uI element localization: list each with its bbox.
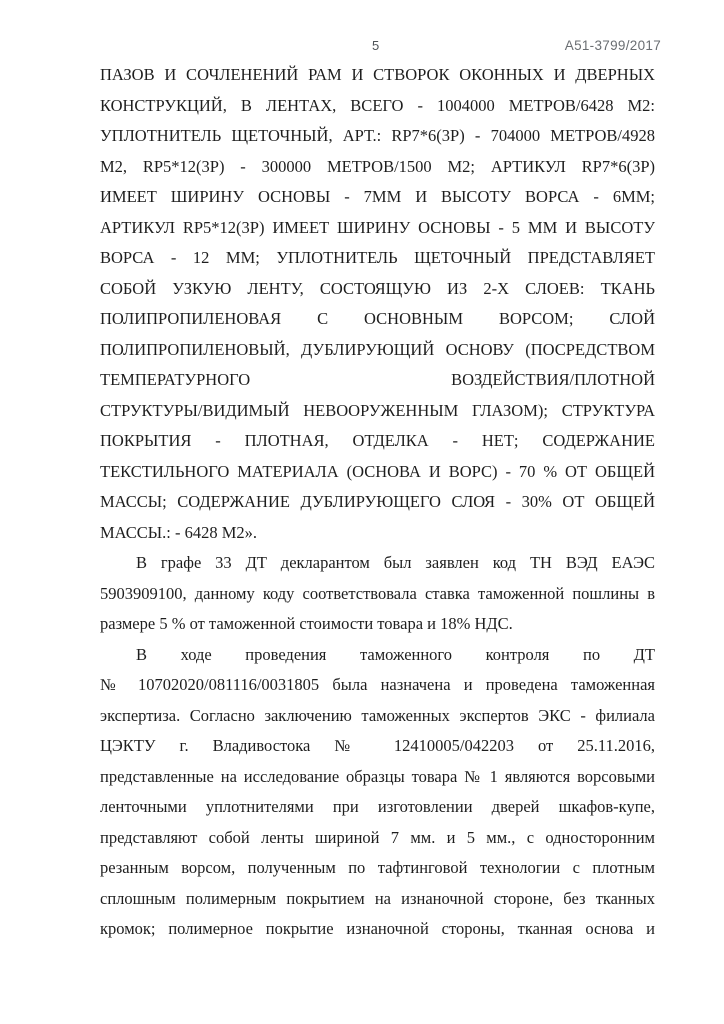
text-line: В ходе проведения таможенного контроля по ДТ [136, 644, 655, 664]
page-number: 5 [372, 38, 380, 53]
text-line: М2, RP5*12(3Р) - 300000 МЕТРОВ/1500 М2; АРТИКУЛ RP7*6(3Р) [100, 156, 655, 176]
text-line: ИМЕЕТ ШИРИНУ ОСНОВЫ - 7ММ И ВЫСОТУ ВОРСА - 6ММ; [100, 187, 655, 206]
text-line: СОБОЙ УЗКУЮ ЛЕНТУ, СОСТОЯЩУЮ ИЗ 2-Х СЛОЕВ: ТКАНЬ [100, 278, 655, 298]
paragraph-customs-expertise [100, 640, 655, 945]
text-line: представленные на исследование образцы товара № 1 являются ворсовыми [100, 766, 655, 786]
text-line: резанным ворсом, полученным по тафтинговой технологии с плотным [100, 858, 655, 877]
text-line: ПОКРЫТИЯ - ПЛОТНАЯ, ОТДЕЛКА - НЕТ; СОДЕРЖАНИЕ [100, 431, 655, 450]
text-line: МАССЫ; СОДЕРЖАНИЕ ДУБЛИРУЮЩЕГО СЛОЯ - 30% ОТ ОБЩЕЙ [100, 492, 655, 511]
text-line: КОНСТРУКЦИЙ, В ЛЕНТАХ, ВСЕГО - 1004000 МЕТРОВ/6428 М2: [100, 95, 655, 115]
text-line: ТЕМПЕРАТУРНОГО ВОЗДЕЙСТВИЯ/ПЛОТНОЙ [100, 370, 655, 389]
paragraph-customs-code-declaration [100, 548, 655, 640]
document-body [100, 60, 655, 945]
case-number: А51-3799/2017 [564, 38, 661, 53]
page-header [0, 38, 724, 56]
text-line: представляют собой ленты шириной 7 мм. и 5 мм., с односторонним [100, 827, 655, 847]
text-line: экспертиза. Согласно заключению таможенных экспертов ЭКС - филиала [100, 705, 655, 725]
text-line: АРТИКУЛ RP5*12(3Р) ИМЕЕТ ШИРИНУ ОСНОВЫ - 5 ММ И ВЫСОТУ [100, 217, 655, 237]
text-line: В графе 33 ДТ декларантом был заявлен код ТН ВЭД ЕАЭС [136, 553, 655, 572]
text-line: № 10702020/081116/0031805 была назначена и проведена таможенная [100, 675, 655, 694]
text-line: кромок; полимерное покрытие изнаночной стороны, тканная основа и [100, 919, 655, 938]
text-line: СТРУКТУРЫ/ВИДИМЫЙ НЕВООРУЖЕННЫМ ГЛАЗОМ); СТРУКТУРА [100, 400, 655, 420]
text-line: ПАЗОВ И СОЧЛЕНЕНИЙ РАМ И СТВОРОК ОКОННЫХ И ДВЕРНЫХ [100, 65, 655, 84]
text-line: ВОРСА - 12 ММ; УПЛОТНИТЕЛЬ ЩЕТОЧНЫЙ ПРЕДСТАВЛЯЕТ [100, 248, 655, 267]
text-line: ПОЛИПРОПИЛЕНОВЫЙ, ДУБЛИРУЮЩИЙ ОСНОВУ (ПОСРЕДСТВОМ [100, 339, 655, 359]
text-line: ПОЛИПРОПИЛЕНОВАЯ С ОСНОВНЫМ ВОРСОМ; СЛОЙ [100, 309, 655, 328]
text-line: ЦЭКТУ г. Владивостока № 12410005/042203 от 25.11.2016, [100, 736, 655, 755]
text-line: ТЕКСТИЛЬНОГО МАТЕРИАЛА (ОСНОВА И ВОРС) - 70 % ОТ ОБЩЕЙ [100, 461, 655, 481]
text-line: МАССЫ.: - 6428 М2». [100, 522, 258, 542]
paragraph-goods-description [100, 60, 655, 548]
text-line: УПЛОТНИТЕЛЬ ЩЕТОЧНЫЙ, АРТ.: RP7*6(3Р) - 704000 МЕТРОВ/4928 [100, 126, 655, 145]
text-line: ленточными уплотнителями при изготовлении дверей шкафов-купе, [100, 797, 655, 816]
text-line: 5903909100, данному коду соответствовала ставка таможенной пошлины в [100, 583, 655, 603]
text-line: размере 5 % от таможенной стоимости товара и 18% НДС. [100, 614, 513, 633]
text-line: сплошным полимерным покрытием на изнаночной стороне, без тканных [100, 888, 655, 908]
